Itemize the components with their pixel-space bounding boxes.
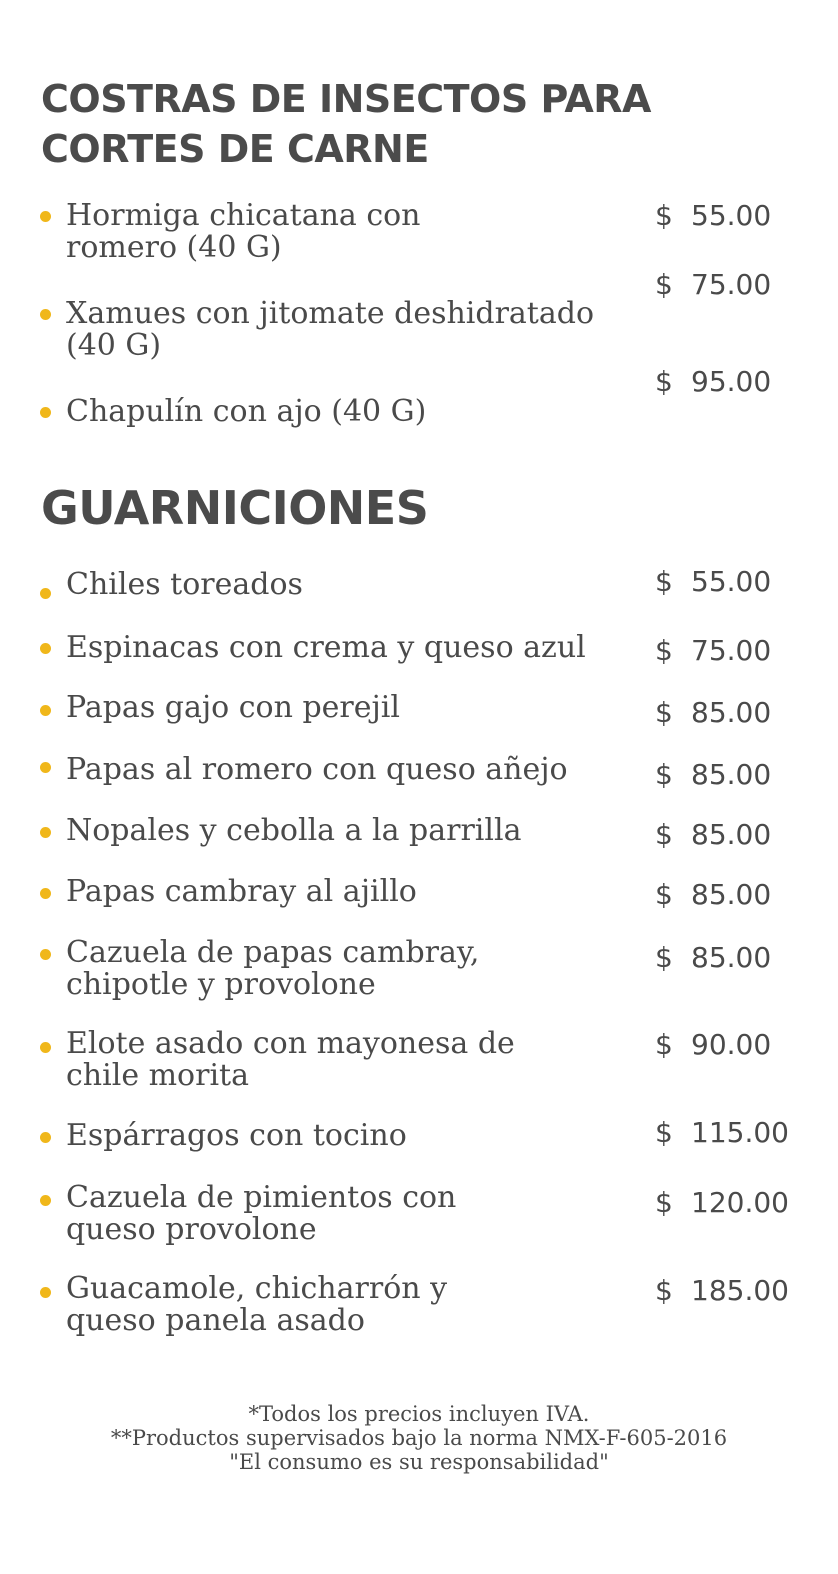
bullet-icon <box>40 1132 51 1143</box>
section-title-guarniciones: GUARNICIONES <box>41 481 429 535</box>
bullet-icon <box>40 827 51 838</box>
item-name: Papas al romero con queso añejo <box>66 752 568 787</box>
item-price <box>655 635 771 667</box>
currency-symbol: $ <box>655 565 673 598</box>
item-name: Espinacas con crema y queso azul <box>66 630 586 665</box>
bullet-icon <box>40 949 51 960</box>
price-value: 120.00 <box>691 1186 789 1219</box>
price-value: 85.00 <box>691 941 772 974</box>
section-title-costras-de-insectos: COSTRAS DE INSECTOS PARA CORTES DE CARNE <box>41 77 651 171</box>
footnote-consumo: "El consumo es su responsabilidad" <box>229 1450 609 1474</box>
item-price <box>655 1117 789 1149</box>
footnote-norma: **Productos supervisados bajo la norma NMX-F-605-2016 <box>110 1426 728 1450</box>
bullet-icon <box>40 211 51 222</box>
bullet-icon <box>40 1287 51 1298</box>
price-value: 95.00 <box>691 365 772 398</box>
currency-symbol: $ <box>655 365 673 398</box>
item-price <box>655 819 771 851</box>
item-price <box>655 697 771 729</box>
item-price <box>655 200 771 232</box>
item-price <box>655 566 771 598</box>
item-price <box>655 942 771 974</box>
item-price <box>655 1029 771 1061</box>
bullet-icon <box>40 309 51 320</box>
item-price <box>655 879 771 911</box>
item-name: Xamues con jitomate deshidratado (40 G) <box>66 296 595 363</box>
price-value: 90.00 <box>691 1028 772 1061</box>
bullet-icon <box>40 1195 51 1206</box>
item-name: Chiles toreados <box>66 567 303 602</box>
price-value: 55.00 <box>691 565 772 598</box>
price-value: 75.00 <box>691 634 772 667</box>
price-value: 185.00 <box>691 1274 789 1307</box>
price-value: 85.00 <box>691 878 772 911</box>
item-name: Chapulín con ajo (40 G) <box>66 394 427 429</box>
currency-symbol: $ <box>655 1274 673 1307</box>
bullet-icon <box>40 888 51 899</box>
price-value: 115.00 <box>691 1116 789 1149</box>
bullet-icon <box>40 1042 51 1053</box>
price-value: 75.00 <box>691 268 772 301</box>
item-name: Papas gajo con perejil <box>66 690 400 725</box>
price-value: 55.00 <box>691 199 772 232</box>
currency-symbol: $ <box>655 1116 673 1149</box>
item-price <box>655 759 771 791</box>
item-name: Espárragos con tocino <box>66 1118 407 1153</box>
item-name: Cazuela de papas cambray, chipotle y provolone <box>66 935 480 1002</box>
bullet-icon <box>40 643 51 654</box>
currency-symbol: $ <box>655 941 673 974</box>
item-name: Guacamole, chicharrón y queso panela asado <box>66 1271 448 1338</box>
currency-symbol: $ <box>655 1186 673 1219</box>
currency-symbol: $ <box>655 696 673 729</box>
item-name: Cazuela de pimientos con queso provolone <box>66 1180 457 1247</box>
footnote-iva: *Todos los precios incluyen IVA. <box>248 1402 590 1426</box>
price-value: 85.00 <box>691 818 772 851</box>
item-name: Nopales y cebolla a la parrilla <box>66 813 522 848</box>
bullet-icon <box>40 588 51 599</box>
currency-symbol: $ <box>655 199 673 232</box>
price-value: 85.00 <box>691 758 772 791</box>
item-price <box>655 366 771 398</box>
currency-symbol: $ <box>655 878 673 911</box>
currency-symbol: $ <box>655 268 673 301</box>
currency-symbol: $ <box>655 1028 673 1061</box>
item-price <box>655 1187 789 1219</box>
item-price <box>655 269 771 301</box>
currency-symbol: $ <box>655 818 673 851</box>
item-name: Elote asado con mayonesa de chile morita <box>66 1026 515 1093</box>
footnotes <box>0 1402 838 1474</box>
currency-symbol: $ <box>655 758 673 791</box>
item-price <box>655 1275 789 1307</box>
price-value: 85.00 <box>691 696 772 729</box>
item-name: Papas cambray al ajillo <box>66 874 417 909</box>
item-name: Hormiga chicatana con romero (40 G) <box>66 198 421 265</box>
bullet-icon <box>40 762 51 773</box>
bullet-icon <box>40 705 51 716</box>
currency-symbol: $ <box>655 634 673 667</box>
bullet-icon <box>40 407 51 418</box>
